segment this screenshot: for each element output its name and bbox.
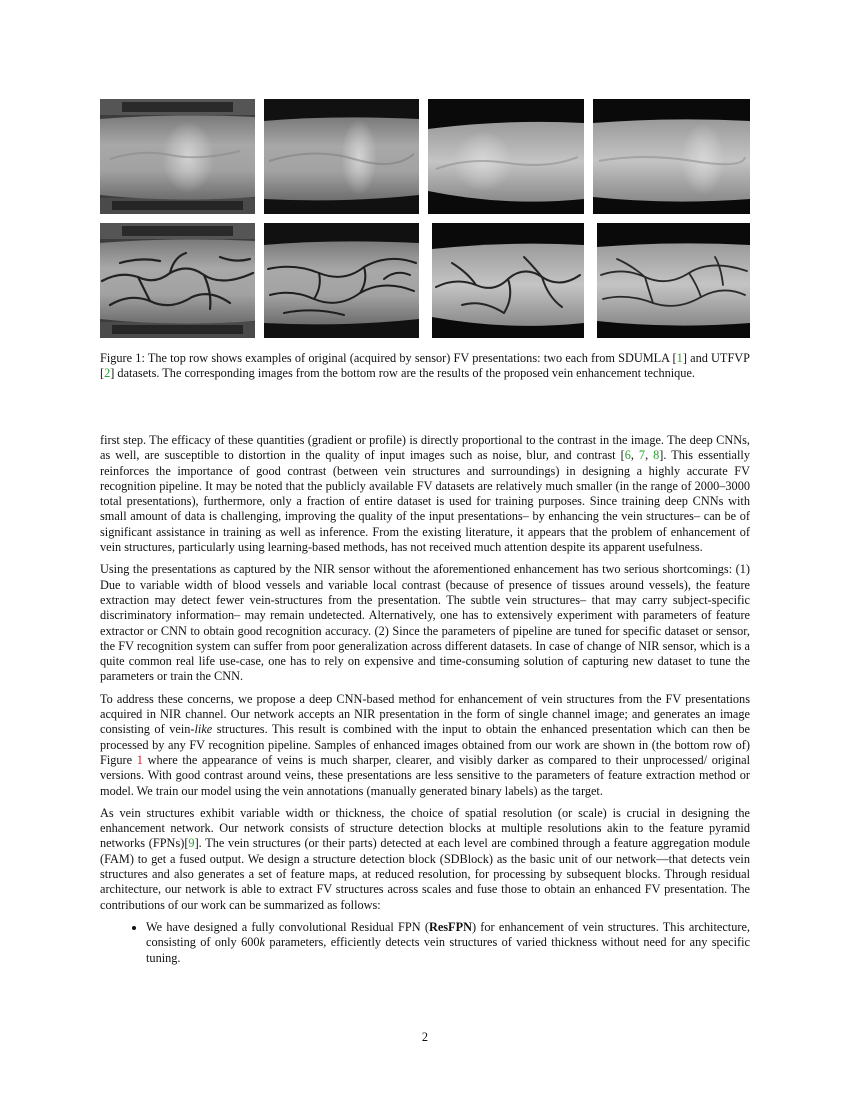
original-utfvp-image-2: [593, 99, 750, 214]
figure-1: [100, 99, 750, 341]
contributions-list: [100, 920, 750, 966]
list-item: • We have designed a fully convolutional Residual FPN (ResFPN) for enhancement of vein structures. This architecture, consisting of only 600k parameters, efficiently detects vein structures of varied thickness without need for any specific tuning.: [146, 920, 750, 966]
paragraph: Using the presentations as captured by the NIR sensor without the aforementioned enhancement has two serious shortcomings: (1) Due to variable width of blood vessels and variable local contrast (because of presence of tissues around vessels), the feature extraction may detect fewer vein-structures from the presentation. The subtle vein structures– that may carry subject-specific discriminatory information– may remain undetected. Alternatively, one has to extensively experiment with parameters of feature extractor or CNN to obtain good recognition accuracy. (2) Since the parameters of pipeline are tuned for specific dataset or sensor, the FV recognition system can suffer from poor generalization across different datasets. In case of change of NIR sensor, which is a quite common real life use-case, one has to rely on expensive and time-consuming solution of capturing new dataset to tune the parameters or train the CNN.: [100, 562, 750, 684]
paragraph: To address these concerns, we propose a deep CNN-based method for enhancement of vein structures from the FV presentations acquired in NIR channel. Our network accepts an NIR presentation in the form of single channel image; and generates an image consisting of vein-like structures. This result is combined with the input to obtain the enhanced presentation which can then be processed by any FV recognition pipeline. Samples of enhanced images obtained from our work are shown in (the bottom row of) Figure 1 where the appearance of veins is much sharper, clearer, and visibly darker as compared to their unprocessed/ original versions. With good contrast around veins, these presentations are less sensitive to the parameters of feature extraction method or model. We train our model using the vein annotations (manually generated binary labels) as the target.: [100, 691, 750, 798]
paragraph: first step. The efficacy of these quantities (gradient or profile) is directly proportional to the contrast in the image. The deep CNNs, as well, are susceptible to distortion in the quality of input images such as noise, blur, and contrast [6, 7, 8]. This essentially reinforces the importance of good contrast (between vein structures and surroundings) in designing a highly accurate FV recognition pipeline. It may be noted that the publicly available FV datasets are relatively much smaller (in the range of 2000–3000 total presentations), furthermore, only a fraction of entire dataset is used for training purposes. Since training deep CNNs with small amount of data is challenging, improving the quality of the input presentations– by enhancing the vein structures– can be of significant assistance in training as well as inference. From the existing literature, it appears that the problem of enhancement of vein structures, particularly using learning-based methods, has not received much attention despite its apparent usefulness.: [100, 433, 750, 555]
citation-link[interactable]: 8: [653, 448, 660, 463]
paragraph: As vein structures exhibit variable width or thickness, the choice of spatial resolution (or scale) is crucial in designing the enhancement network. Our network consists of structure detection blocks at multiple resolutions akin to the feature pyramid networks (FPNs)[9]. The vein structures (or their parts) detected at each level are combined through a feature aggregation module (FAM) to get a fused output. We design a structure detection block (SDBlock) as the basic unit of our network—that detects vein structures and also generates a set of feature maps, at reduced resolution, for processing by subsequent blocks. Through residual architecture, our network is able to extract FV structures across scales and fuse those to obtain an enhanced FV presentation. The contributions of our work can be summarized as follows:: [100, 805, 750, 912]
citation-link[interactable]: 7: [638, 448, 646, 463]
citation-link[interactable]: 6: [624, 448, 631, 463]
figure-reference-link[interactable]: 1: [136, 752, 143, 767]
enhanced-utfvp-image-2: [597, 223, 750, 338]
original-utfvp-image-1: [428, 99, 584, 214]
citation-link[interactable]: 9: [188, 836, 195, 851]
original-sdumla-image-1: [100, 99, 255, 214]
caption-label: Figure 1:: [100, 351, 145, 365]
page-number: 2: [421, 1030, 429, 1044]
enhanced-utfvp-image-1: [432, 223, 584, 338]
enhanced-sdumla-image-1: [100, 223, 255, 338]
body-text: [100, 433, 750, 966]
enhanced-sdumla-image-2: [264, 223, 419, 338]
original-sdumla-image-2: [264, 99, 419, 214]
citation-link[interactable]: 2: [104, 366, 111, 381]
citation-link[interactable]: 1: [676, 351, 683, 365]
figure-caption: Figure 1: The top row shows examples of original (acquired by sensor) FV presentations: two each from SDUMLA [1] and UTFVP [2] datasets. The corresponding images from the bottom row are the results of the proposed vein enhancement technique.: [100, 351, 750, 381]
